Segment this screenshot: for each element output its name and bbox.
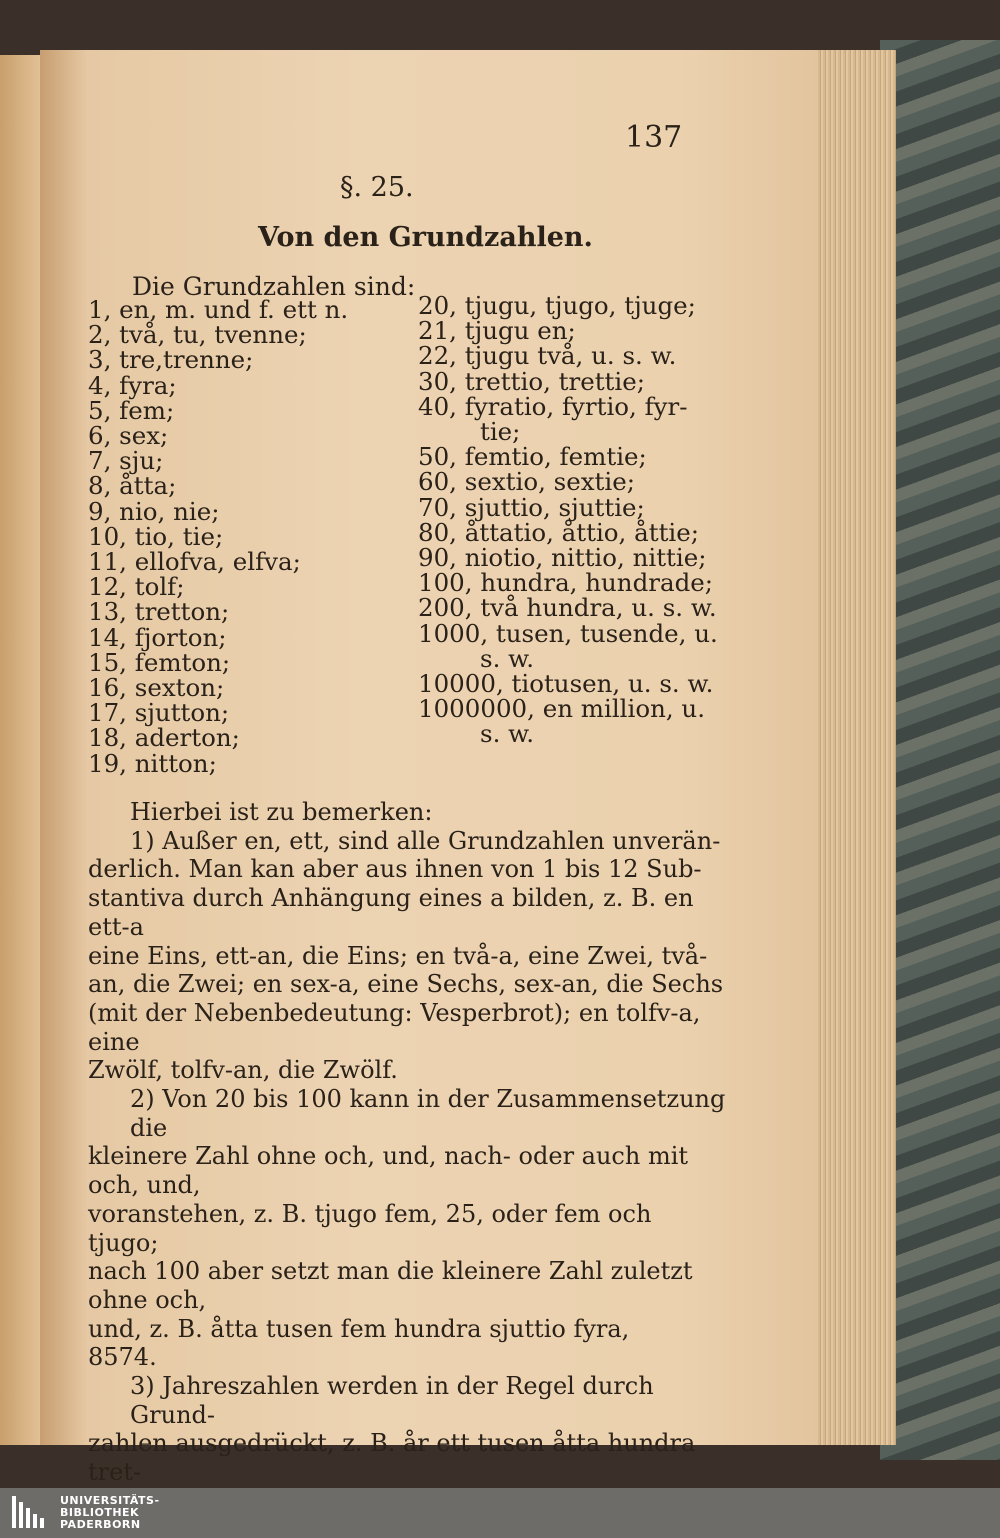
page-edges xyxy=(818,50,896,1445)
numeral-entry: 8, åtta; xyxy=(88,471,177,501)
text-line: zahlen ausgedrückt, z. B. år ett tusen åtta hundra tret- xyxy=(88,1429,696,1487)
numeral-entry: 200, två hundra, u. s. w. xyxy=(418,593,717,623)
library-logo-icon xyxy=(12,1496,52,1528)
numeral-entry: 90, niotio, nittio, nittie; xyxy=(418,543,707,573)
page-title: Von den Grundzahlen. xyxy=(258,222,593,253)
numeral-entry: 80, åttatio, åttio, åttie; xyxy=(418,517,700,547)
notes-intro: Hierbei ist zu bemerken: xyxy=(130,798,433,826)
library-footer xyxy=(0,1488,1000,1538)
numeral-entry: 3, tre,trenne; xyxy=(88,345,254,375)
numeral-entry: 19, nitton; xyxy=(88,748,217,778)
text-line: 2) Von 20 bis 100 kann in der Zusammensetzung die xyxy=(130,1085,726,1142)
numeral-entry: 5, fem; xyxy=(88,395,175,425)
text-line: 8574. xyxy=(88,1343,157,1372)
numeral-entry: 15, femton; xyxy=(88,647,231,677)
numeral-entry: 30, trettio, trettie; xyxy=(418,366,645,396)
text-line: eine Eins, ett-an, die Eins; en två-a, eine Zwei, två- xyxy=(88,941,708,970)
text-line: an, die Zwei; en sex-a, eine Sechs, sex-an, die Sechs xyxy=(88,970,724,999)
numeral-entry: 40, fyratio, fyrtio, fyr- xyxy=(418,391,688,421)
numeral-entry: 7, sju; xyxy=(88,446,164,476)
numeral-continuation: tie; xyxy=(480,417,521,447)
intro-line: Die Grundzahlen sind: xyxy=(132,272,416,301)
page-number: 137 xyxy=(625,120,683,155)
library-line: UNIVERSITÄTS- xyxy=(60,1494,160,1507)
numeral-entry: 20, tjugu, tjugo, tjuge; xyxy=(418,291,696,320)
numeral-entry: 12, tolf; xyxy=(88,572,185,602)
numeral-entry: 21, tjugu en; xyxy=(418,316,576,346)
numeral-entry: 60, sextio, sextie; xyxy=(418,467,635,497)
numeral-entry: 10000, tiotusen, u. s. w. xyxy=(418,669,714,699)
numeral-entry: 22, tjugu två, u. s. w. xyxy=(418,341,677,371)
section-number: §. 25. xyxy=(340,172,414,203)
numeral-entry: 100, hundra, hundrade; xyxy=(418,568,714,598)
numeral-entry: 16, sexton; xyxy=(88,673,225,703)
text-line: und, z. B. åtta tusen fem hundra sjuttio fyra, xyxy=(88,1314,630,1343)
numeral-continuation: s. w. xyxy=(480,719,535,749)
numeral-list-right xyxy=(418,293,718,747)
numeral-entry: 6, sex; xyxy=(88,421,169,451)
library-name xyxy=(60,1495,160,1531)
text-line: stantiva durch Anhängung eines a bilden, z. B. en ett-a xyxy=(88,884,694,941)
text-line: derlich. Man kan aber aus ihnen von 1 bis 12 Sub- xyxy=(88,855,702,884)
numeral-entry: 1000000, en million, u. xyxy=(418,694,706,724)
text-line: (mit der Nebenbedeutung: Vesperbrot); en tolfv-a, eine xyxy=(88,998,701,1056)
text-line: 1) Außer en, ett, sind alle Grundzahlen unverän- xyxy=(130,826,721,855)
library-line: BIBLIOTHEK xyxy=(60,1506,140,1519)
numeral-entry: 9, nio, nie; xyxy=(88,496,220,526)
notes-paragraph xyxy=(88,798,728,1488)
text-line: voranstehen, z. B. tjugo fem, 25, oder fem och tjugo; xyxy=(88,1199,652,1257)
marbled-cover xyxy=(880,40,1000,1460)
numeral-continuation: s. w. xyxy=(480,643,535,673)
numeral-entry: 11, ellofva, elfva; xyxy=(88,547,301,577)
numeral-entry: 14, fjorton; xyxy=(88,622,227,652)
text-line: 3) Jahreszahlen werden in der Regel durch Grund- xyxy=(130,1372,654,1429)
numeral-entry: 17, sjutton; xyxy=(88,698,230,728)
numeral-entry: 2, två, tu, tvenne; xyxy=(88,320,307,350)
numeral-entry: 4, fyra; xyxy=(88,370,177,400)
numeral-entry: 1, en, m. und f. ett n. xyxy=(88,295,349,324)
numeral-entry: 10, tio, tie; xyxy=(88,521,224,551)
text-line: nach 100 aber setzt man die kleinere Zahl zuletzt ohne och, xyxy=(88,1257,693,1314)
numeral-entry: 13, tretton; xyxy=(88,597,230,627)
numeral-entry: 18, aderton; xyxy=(88,723,240,753)
library-line: PADERBORN xyxy=(60,1518,141,1531)
numeral-entry: 70, sjuttio, sjuttie; xyxy=(418,492,645,522)
numeral-entry: 1000, tusen, tusende, u. xyxy=(418,618,718,648)
numeral-entry: 50, femtio, femtie; xyxy=(418,442,647,472)
numeral-list-left xyxy=(88,297,348,776)
text-line: Zwölf, tolfv-an, die Zwölf. xyxy=(88,1056,398,1085)
text-line: kleinere Zahl ohne och, und, nach- oder auch mit och, und, xyxy=(88,1142,689,1200)
